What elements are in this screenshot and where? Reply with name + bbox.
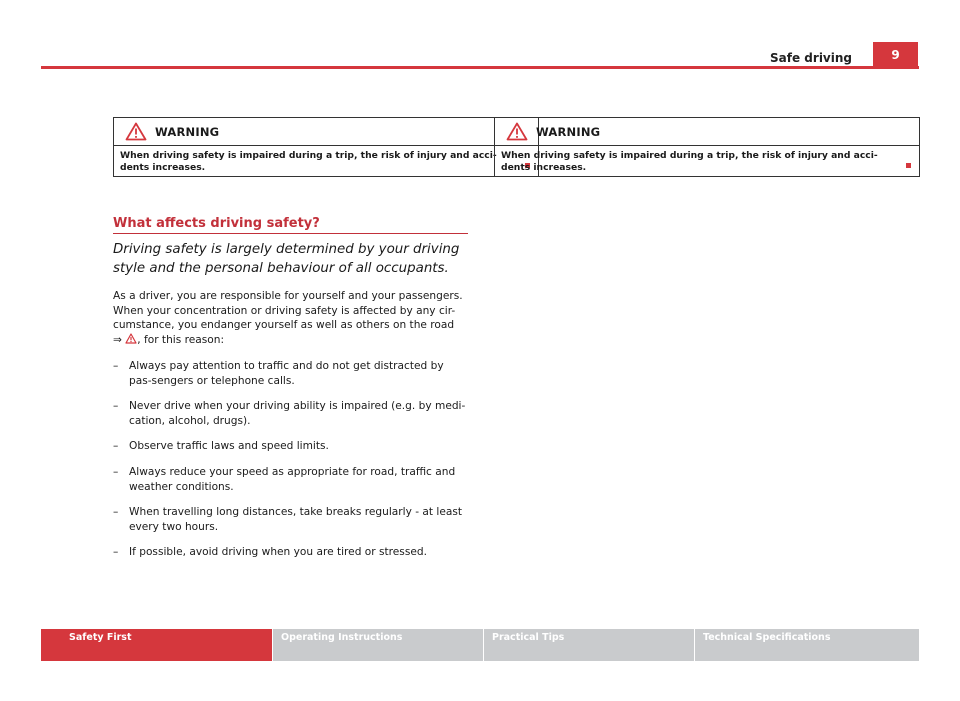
warning-header — [114, 118, 538, 146]
list-marker: – — [113, 400, 119, 413]
lead-paragraph: Driving safety is largely determined by your driving style and the personal behaviour of all occupants. — [113, 242, 460, 276]
warning-triangle-icon — [506, 122, 528, 141]
list-item-text: Observe traffic laws and speed limits. — [129, 440, 329, 453]
warning-box-left — [113, 117, 539, 177]
list-item-text: If possible, avoid driving when you are tired or stressed. — [129, 546, 427, 559]
heading-rule — [113, 233, 468, 234]
warning-text: When driving safety is impaired during a trip, the risk of injury and acci-dents increases. — [120, 150, 497, 173]
list-item — [113, 359, 468, 388]
warning-header — [495, 118, 919, 146]
list-item — [113, 505, 468, 534]
tab-operating-instructions[interactable]: Operating Instructions — [273, 629, 484, 661]
end-marker-icon — [906, 163, 911, 168]
warning-text: When driving safety is impaired during a trip, the risk of injury and acci-dents increases. — [501, 150, 878, 173]
tab-practical-tips[interactable]: Practical Tips — [484, 629, 695, 661]
list-item — [113, 545, 468, 560]
section-heading: What affects driving safety? — [113, 216, 320, 231]
footer-nav — [41, 629, 919, 661]
section-title: Safe driving — [770, 51, 852, 65]
list-marker: – — [113, 440, 119, 453]
cross-reference-link[interactable] — [113, 334, 137, 346]
body-text-end: , for this reason: — [137, 333, 225, 346]
warning-triangle-icon — [125, 122, 147, 141]
ref-arrow: ⇒ — [113, 333, 122, 346]
list-marker: – — [113, 546, 119, 559]
step-list — [113, 359, 468, 571]
warning-triangle-icon — [125, 333, 137, 344]
list-item-text: Always pay attention to traffic and do not get distracted by pas-sengers or telephone calls. — [129, 360, 444, 387]
list-item — [113, 439, 468, 454]
header-rule — [41, 66, 919, 69]
body-paragraph — [113, 289, 473, 347]
list-item-text: When travelling long distances, take breaks regularly - at least every two hours. — [129, 506, 463, 533]
list-marker: – — [113, 506, 119, 519]
list-marker: – — [113, 360, 119, 372]
warning-box-right — [494, 117, 920, 177]
warning-label: WARNING — [536, 124, 601, 139]
list-item — [113, 399, 468, 428]
page-number: 9 — [873, 42, 918, 68]
tab-safety-first[interactable]: Safety First — [41, 629, 273, 661]
list-item — [113, 465, 468, 494]
warning-label: WARNING — [155, 124, 220, 139]
body-text: As a driver, you are responsible for yourself and your passengers. When your concentration or driving safety is affected by any cir-cumstance, you endanger yourself as well as others on the road — [113, 290, 463, 332]
tab-technical-specifications[interactable]: Technical Specifications — [703, 632, 831, 643]
list-marker: – — [113, 465, 119, 478]
list-item-text: Never drive when your driving ability is impaired (e.g. by medi-cation, alcohol, drugs). — [129, 400, 466, 427]
list-item-text: Always reduce your speed as appropriate for road, traffic and weather conditions. — [129, 465, 456, 493]
